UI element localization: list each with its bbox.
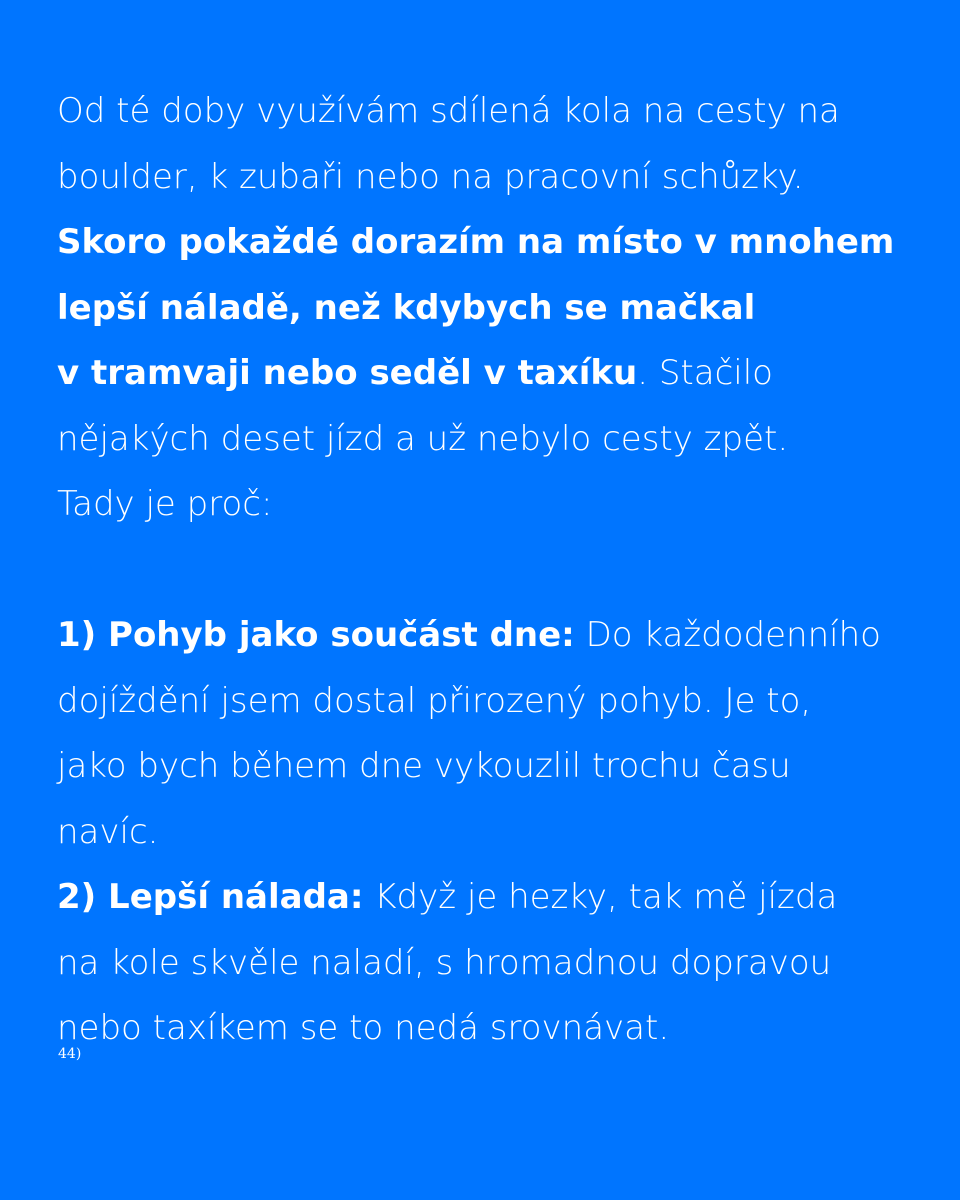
point-title: 2) Lepší nálada: [57, 877, 364, 917]
text-line: Od té doby využívám sdílená kola na cesty na [57, 91, 840, 131]
text-fragment: Když je hezky, tak mě jízda [363, 877, 838, 917]
text-fragment: . Stačilo [637, 353, 773, 393]
page-number: 44) [58, 1046, 82, 1062]
mixed-line [57, 341, 937, 407]
text-fragment: Do každodenního [574, 615, 881, 655]
text-line: dojíždění jsem dostal přirozený pohyb. Je to, [57, 680, 812, 721]
spacer [57, 538, 937, 604]
text-line: jako bych během dne vykouzlil trochu času [57, 746, 791, 786]
post-text [57, 79, 937, 1062]
text-line: boulder, k zubaři nebo na pracovní schůzky. [57, 156, 804, 197]
text-line: Tady je proč: [57, 484, 273, 524]
point-heading-line [57, 603, 937, 669]
text-line: na kole skvěle naladí, s hromadnou dopravou [57, 942, 832, 983]
text-line: nějakých deset jízd a už nebylo cesty zpět. [57, 418, 789, 459]
highlight-line: Skoro pokaždé dorazím na místo v mnohem [57, 222, 895, 262]
point-title: 1) Pohyb jako součást dne: [57, 615, 575, 655]
point-1 [57, 603, 937, 865]
point-heading-line [57, 865, 937, 931]
intro-paragraph [57, 79, 937, 538]
text-line: nebo taxíkem se to nedá srovnávat. [57, 1008, 670, 1048]
text-line: navíc. [57, 811, 159, 852]
highlight-fragment: v tramvaji nebo seděl v taxíku [57, 353, 638, 393]
point-2 [57, 865, 937, 1062]
highlight-line: lepší náladě, než kdybych se mačkal [57, 287, 756, 328]
